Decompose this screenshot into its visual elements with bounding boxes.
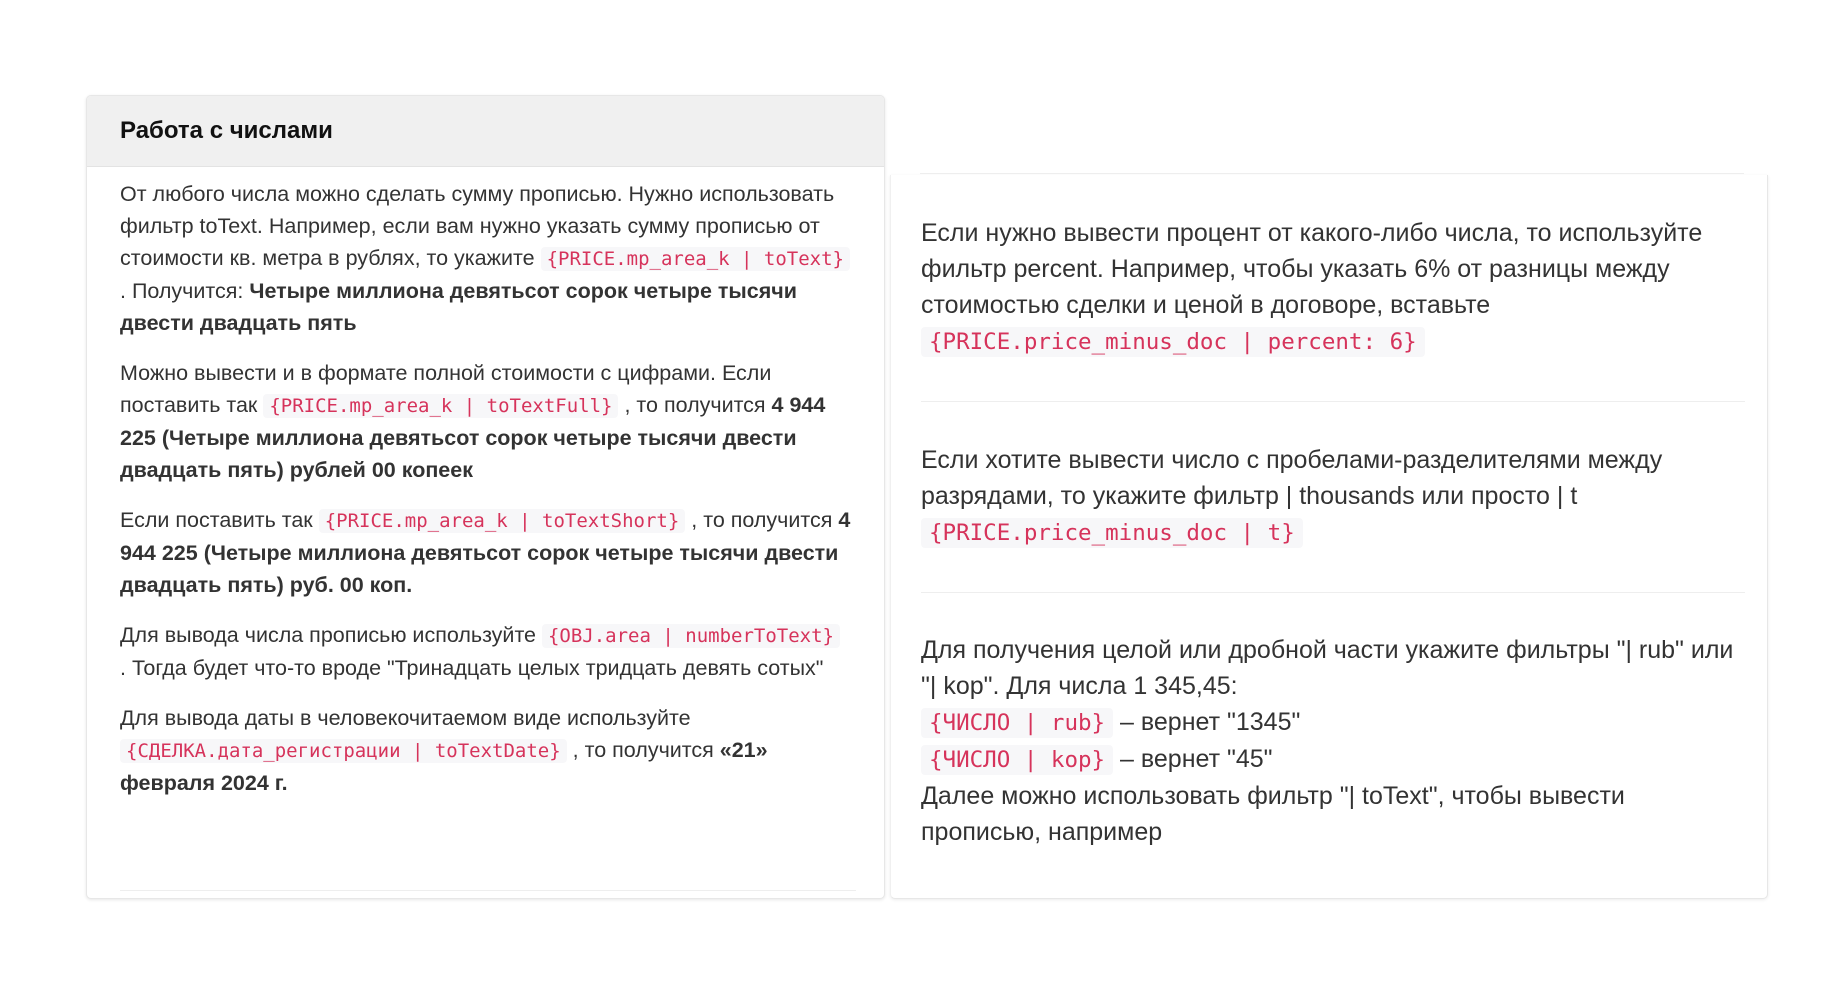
totextdate-paragraph bbox=[120, 702, 851, 799]
totextfull-code: {PRICE.mp_area_k | toTextFull} bbox=[263, 394, 618, 418]
numbertotext-result: . Тогда будет что-то вроде "Тринадцать целых тридцать девять сотых" bbox=[120, 656, 824, 680]
filters-panel bbox=[890, 175, 1768, 899]
kop-line bbox=[921, 741, 1745, 778]
rub-line bbox=[921, 704, 1745, 741]
rub-kop-description: Для получения целой или дробной части укажите фильтры "| rub" или "| kop". Для числа 1 345,45: bbox=[921, 636, 1734, 700]
numbertotext-code: {OBJ.area | numberToText} bbox=[542, 624, 840, 648]
panel-body bbox=[87, 167, 884, 799]
thousands-description: Если хотите вывести число с пробелами-разделителями между разрядами, то укажите фильтр | thousands или просто | t bbox=[921, 446, 1663, 510]
totextdate-code: {СДЕЛКА.дата_регистрации | toTextDate} bbox=[120, 739, 567, 763]
totext-description: От любого числа можно сделать сумму прописью. Нужно использовать фильтр toText. Например, если вам нужно указать сумму прописью от стоимости кв. метра в рублях, то укажите bbox=[120, 182, 835, 270]
totextshort-description: Если поставить так bbox=[120, 508, 319, 532]
totextshort-result-label: , то получится bbox=[685, 508, 839, 532]
numbers-panel bbox=[86, 95, 885, 899]
percent-code: {PRICE.price_minus_doc | percent: 6} bbox=[921, 327, 1425, 357]
totext-hint: Далее можно использовать фильтр "| toText", чтобы вывести прописью, например bbox=[921, 782, 1625, 846]
thousands-section bbox=[921, 442, 1745, 551]
numbertotext-description: Для вывода числа прописью используйте bbox=[120, 623, 542, 647]
totext-paragraph bbox=[120, 178, 851, 339]
divider bbox=[120, 890, 856, 891]
divider bbox=[920, 173, 1744, 174]
totextfull-result-label: , то получится bbox=[618, 393, 772, 417]
divider bbox=[921, 592, 1745, 593]
kop-result: – вернет "45" bbox=[1113, 745, 1273, 773]
totextdate-result-label: , то получится bbox=[566, 738, 720, 762]
rub-result: – вернет "1345" bbox=[1113, 708, 1301, 736]
totextshort-paragraph bbox=[120, 504, 851, 601]
totextdate-result: «21» февраля 2024 г. bbox=[120, 738, 768, 795]
totextfull-result: 4 944 225 (Четыре миллиона девятьсот сорок четыре тысячи двести двадцать пять) рублей 00 копеек bbox=[120, 393, 826, 482]
rub-code: {ЧИСЛО | rub} bbox=[921, 708, 1113, 738]
thousands-code: {PRICE.price_minus_doc | t} bbox=[921, 518, 1303, 548]
divider bbox=[921, 401, 1745, 402]
percent-description: Если нужно вывести процент от какого-либо числа, то используйте фильтр percent. Например, чтобы указать 6% от разницы между стоимостью сделки и ценой в договоре, вставьте bbox=[921, 219, 1703, 319]
kop-code: {ЧИСЛО | kop} bbox=[921, 745, 1113, 775]
numbertotext-paragraph bbox=[120, 619, 851, 684]
totext-result-label: . Получится: bbox=[120, 279, 250, 303]
totextfull-description: Можно вывести и в формате полной стоимости с цифрами. Если поставить так bbox=[120, 361, 772, 417]
rub-kop-section bbox=[921, 632, 1745, 850]
totextfull-paragraph bbox=[120, 357, 851, 486]
totextshort-code: {PRICE.mp_area_k | toTextShort} bbox=[319, 509, 686, 533]
totextshort-result: 4 944 225 (Четыре миллиона девятьсот сорок четыре тысячи двести двадцать пять) руб. 00 коп. bbox=[120, 508, 851, 597]
totext-code: {PRICE.mp_area_k | toText} bbox=[541, 247, 850, 271]
panel-title: Работа с числами bbox=[120, 117, 333, 144]
totext-result: Четыре миллиона девятьсот сорок четыре тысячи двести двадцать пять bbox=[120, 279, 797, 335]
percent-section bbox=[921, 215, 1745, 360]
panel-header bbox=[87, 96, 884, 167]
totextdate-description: Для вывода даты в человекочитаемом виде используйте bbox=[120, 706, 691, 730]
